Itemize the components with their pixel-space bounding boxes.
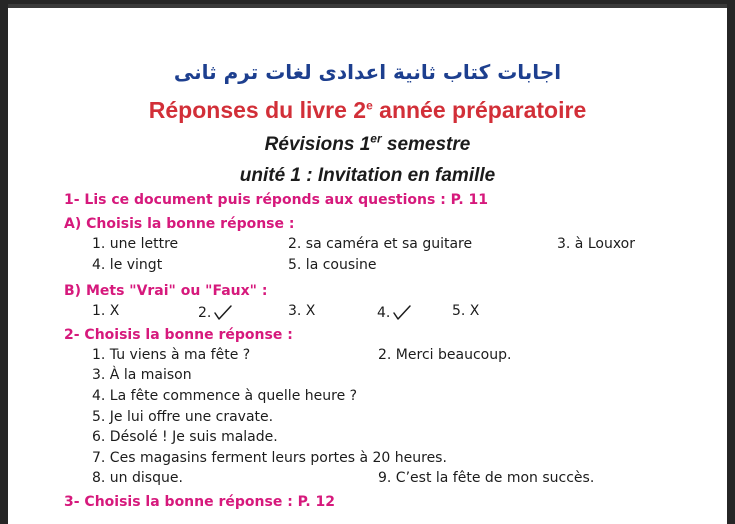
section-1a-heading: A) Choisis la bonne réponse :: [64, 216, 295, 232]
main-title: [8, 97, 727, 124]
answer-1b-5: 5. X: [452, 303, 480, 319]
answer-2-1: 1. Tu viens à ma fête ?: [92, 347, 251, 363]
answer-1b-4-label: 4.: [377, 305, 391, 321]
answer-2-8: 8. un disque.: [92, 470, 183, 486]
section-1-heading: 1- Lis ce document puis réponds aux questions : P. 11: [64, 192, 489, 208]
revision-part2: semestre: [381, 134, 471, 155]
answer-1a-2: 2. sa caméra et sa guitare: [288, 236, 473, 252]
answer-1a-3: 3. à Louxor: [557, 236, 636, 252]
answer-1b-4: [377, 303, 412, 321]
check-mark-icon: [392, 303, 412, 321]
main-title-part2: année préparatoire: [372, 97, 587, 123]
revision-sup: er: [370, 131, 382, 146]
revision-part1: Révisions 1: [264, 134, 371, 155]
answer-2-3: 3. À la maison: [92, 367, 192, 383]
unit-title: unité 1 : Invitation en famille: [239, 165, 496, 186]
answer-1b-2-label: 2.: [198, 305, 212, 321]
check-mark-icon: [213, 303, 233, 321]
main-title-part1: Réponses du livre 2: [148, 97, 367, 123]
answer-1a-4: 4. le vingt: [92, 257, 163, 273]
section-3-heading: 3- Choisis la bonne réponse : P. 12: [64, 494, 336, 510]
answer-2-4: 4. La fête commence à quelle heure ?: [92, 388, 358, 404]
answer-2-6: 6. Désolé ! Je suis malade.: [92, 429, 278, 445]
answer-2-2: 2. Merci beaucoup.: [378, 347, 512, 363]
arabic-title: اجابات كتاب ثانية اعدادى لغات ترم ثانى: [173, 60, 562, 84]
section-2-heading: 2- Choisis la bonne réponse :: [64, 327, 293, 343]
answer-1b-1: 1. X: [92, 303, 120, 319]
answer-1b-2: [198, 303, 233, 321]
answer-2-5: 5. Je lui offre une cravate.: [92, 409, 274, 425]
answer-2-9: 9. C’est la fête de mon succès.: [378, 470, 595, 486]
top-border: [8, 4, 727, 8]
revision-title: [8, 131, 727, 156]
main-title-sup: e: [366, 98, 373, 113]
answer-1b-3: 3. X: [288, 303, 316, 319]
answer-1a-1: 1. une lettre: [92, 236, 179, 252]
section-1b-heading: B) Mets "Vrai" ou "Faux" :: [64, 283, 268, 299]
answer-1a-5: 5. la cousine: [288, 257, 377, 273]
document-page: [8, 4, 727, 524]
answer-2-7: 7. Ces magasins ferment leurs portes à 20 heures.: [92, 450, 447, 466]
